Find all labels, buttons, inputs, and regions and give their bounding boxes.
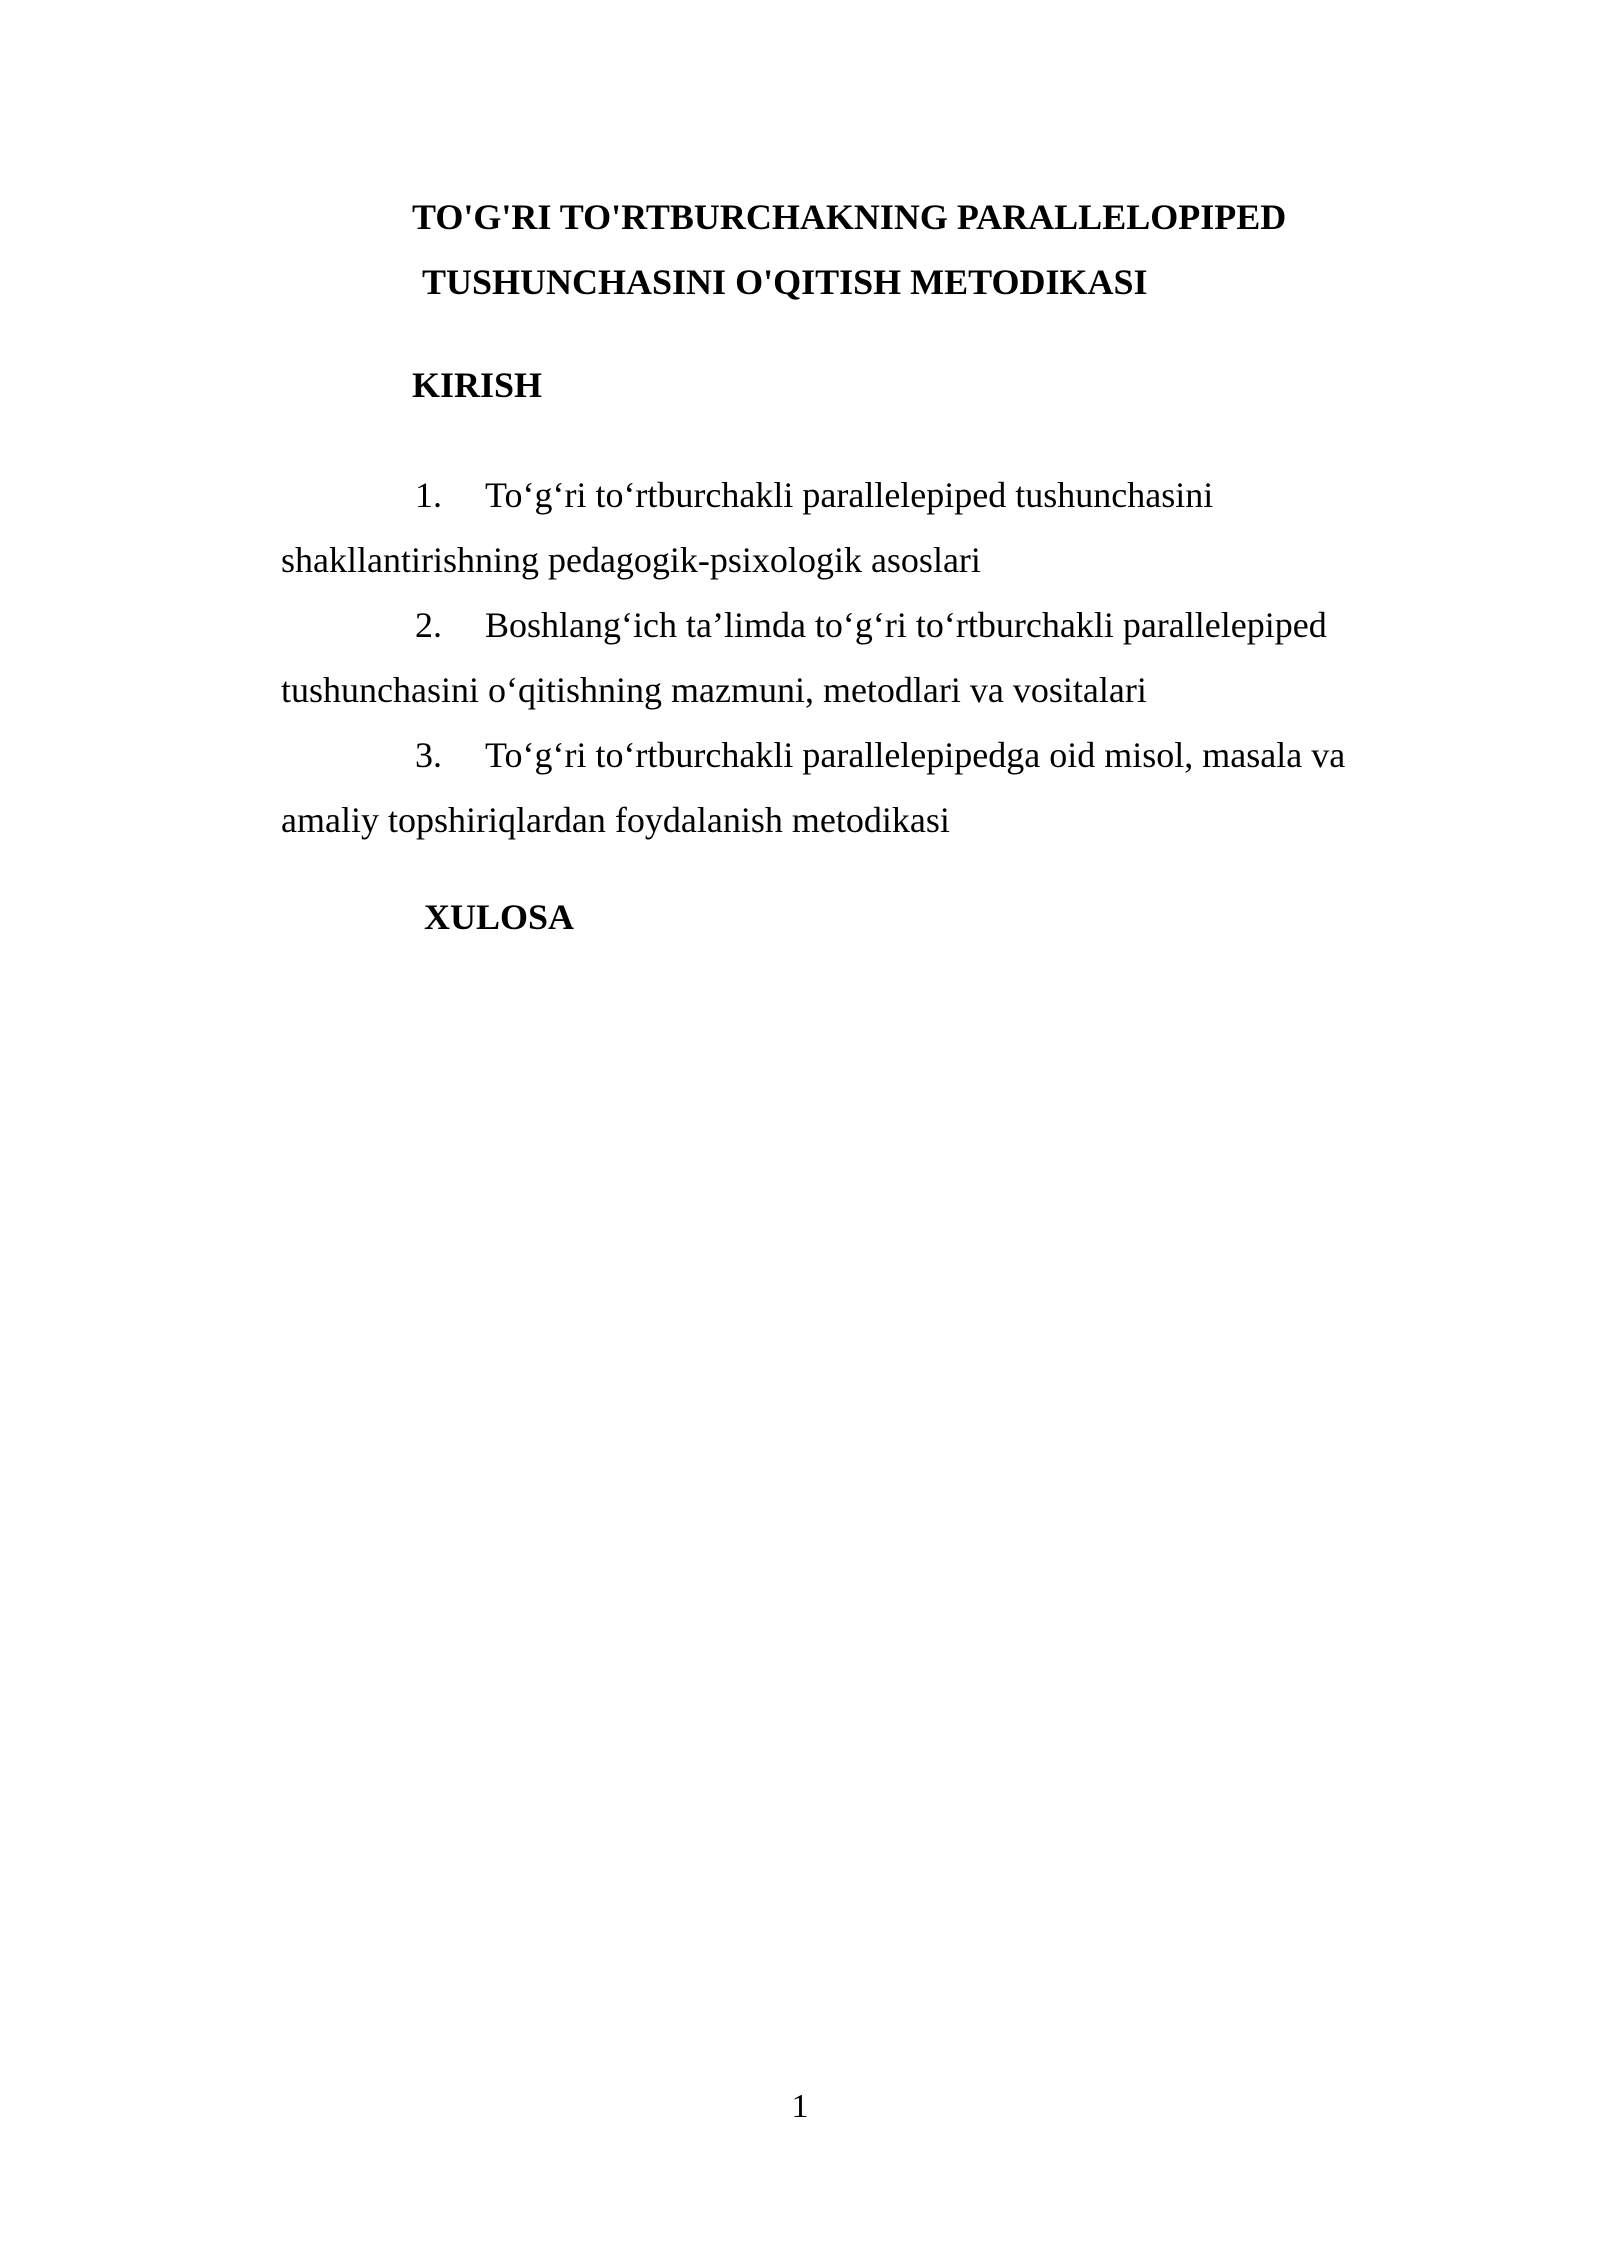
toc-item-2-number: 2. <box>415 605 442 645</box>
document-title-line-1: TO'G'RI TO'RTBURCHAKNING PARALLELOPIPED <box>412 197 1287 237</box>
toc-item-2-text-line-1: Boshlang‘ich ta’limda to‘g‘ri to‘rtburchakli parallelepiped <box>485 605 1327 645</box>
toc-item-2-text-line-2: tushunchasini o‘qitishning mazmuni, metodlari va vositalari <box>281 670 1147 710</box>
toc-item-3-number: 3. <box>415 735 442 775</box>
page-number: 1 <box>791 2088 809 2125</box>
toc-item-1 <box>281 463 1401 593</box>
toc-item-3-text-line-2: amaliy topshiriqlardan foydalanish metodikasi <box>281 800 950 840</box>
document-title-line-2: TUSHUNCHASINI O'QITISH METODIKASI <box>422 262 1148 302</box>
introduction-heading: KIRISH <box>412 365 543 405</box>
toc-item-1-number: 1. <box>415 475 442 515</box>
toc-item-3-first-line <box>281 723 1401 788</box>
toc-item-1-first-line <box>281 463 1401 528</box>
toc-item-3 <box>281 723 1401 853</box>
toc-item-3-text-line-1: To‘g‘ri to‘rtburchakli parallelepipedga oid misol, masala va <box>485 735 1346 775</box>
conclusion-heading: XULOSA <box>424 897 575 937</box>
table-of-contents <box>281 463 1401 853</box>
toc-item-1-text-line-2: shakllantirishning pedagogik-psixologik asoslari <box>281 540 981 580</box>
toc-item-2 <box>281 593 1401 723</box>
toc-item-1-text-line-1: To‘g‘ri to‘rtburchakli parallelepiped tushunchasini <box>485 475 1214 515</box>
toc-item-2-first-line <box>281 593 1401 658</box>
